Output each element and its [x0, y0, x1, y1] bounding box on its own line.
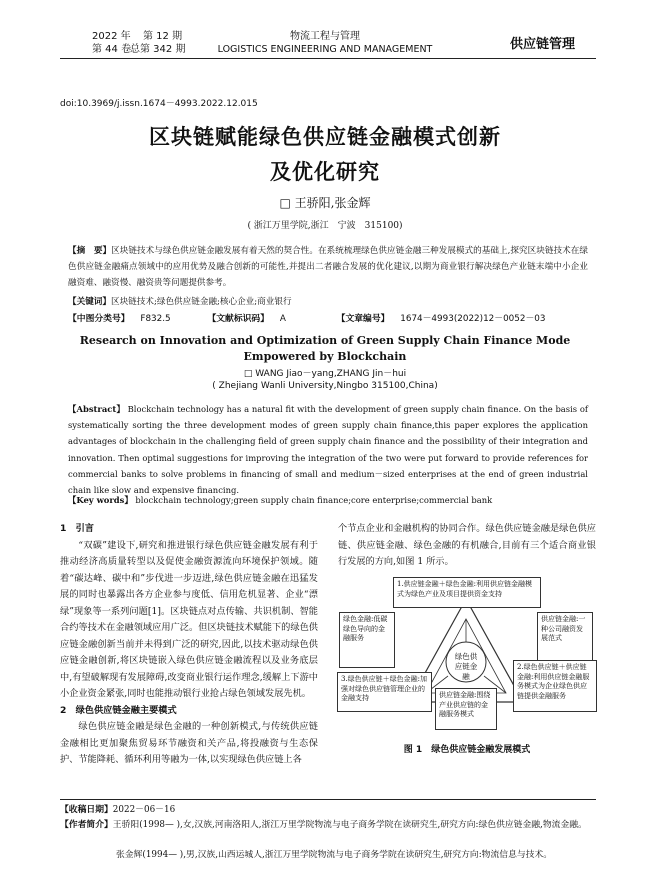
- abstract-cn: [68, 243, 588, 291]
- authors-cn: □ 王骄阳,张金辉: [279, 196, 371, 210]
- figure-1: [335, 572, 597, 730]
- author-bio-1-text: 王骄阳(1998— ),女,汉族,河南洛阳人,浙江万里学院物流与电子商务学院在读研究生,研究方向:绿色供应链金融,物流金融。: [112, 820, 587, 830]
- keywords-cn: [68, 294, 588, 310]
- section1-paragraph: “双碳”建设下,研究和推进银行绿色供应链金融发展有利于推动经济高质量转型以及促使金融资源流向环境保护领域。随着“碳达峰、碳中和”步伐进一步迈进,绿色供应链金融在迅猛发展的同时也暴露出各方企业参与度低、信用危机显著、企业“漂绿”现象等一系列问题[1]。区块链点对点传输、共识机制、智能合约等技术在金融领域应用广泛。但区块链技术赋能下的绿色供应链金融创新当前并未得到广泛的研究,因此,以技术驱动绿色供应链金融创新,将区块链嵌入绿色供应链金融流程以及业务底层中,有望破解现有发展障碍,改变商业银行运作理念,缓解上下游中小企业资金紧张,同时也能推动银行业抢占绿色领域发展先机。: [60, 539, 318, 699]
- classification-line: [68, 311, 588, 324]
- abstract-cn-label: 【摘 要】: [68, 246, 112, 256]
- doc-code-label: 【文献标识码】: [207, 314, 270, 324]
- article-number-label: 【文章编号】: [336, 314, 390, 324]
- doc-code-value: A: [279, 314, 286, 324]
- author-bio-2: [116, 848, 596, 862]
- body-right-column: [338, 521, 596, 571]
- figure-box-bottom-left: 3.绿色供应链＋绿色金融:加强对绿色供应链管理企业的金融支持: [337, 672, 432, 712]
- keywords-en-text: blockchain technology;green supply chain finance;core enterprise;commercial bank: [135, 495, 493, 505]
- keywords-en: [68, 492, 588, 508]
- header-total-issue: 总第 342 期: [130, 44, 186, 55]
- figure-center-label: 绿色供应链金融: [454, 652, 478, 681]
- keywords-en-label: 【Key words】: [68, 495, 133, 505]
- footnote-rule: [60, 799, 596, 800]
- authors-en: □ WANG Jiao－yang,ZHANG Jin－hui: [243, 369, 407, 379]
- abstract-en-label: 【Abstract】: [68, 404, 125, 414]
- received-label: 【收稿日期】: [60, 805, 113, 815]
- received-value: 2022－06－16: [112, 805, 176, 815]
- section1-heading: 1 引言: [60, 523, 94, 534]
- clc-value: F832.5: [140, 314, 171, 324]
- author-bio-1: [60, 818, 596, 832]
- title-en-line1: Research on Innovation and Optimization of Green Supply Chain Finance Mode: [79, 334, 571, 347]
- section2-paragraph: 绿色供应链金融是绿色金融的一种创新模式,与传统供应链金融相比更加聚焦贸易环节融资和关产品,将投融资与生态保护、节能降耗、循环利用等融为一体,以实现绿色供应链上各: [60, 721, 318, 765]
- header-issue: 第 12 期: [143, 31, 183, 42]
- figure-box-bottom: 供应链金融:围绕产业供应链的金融服务模式: [435, 688, 497, 730]
- author-bio-2-text: 张金辉(1994— ),男,汉族,山西运城人,浙江万里学院物流与电子商务学院在读研究生,研究方向:物流信息与技术。: [116, 850, 553, 860]
- header-journal-en: LOGISTICS ENGINEERING AND MANAGEMENT: [217, 44, 433, 55]
- body-left-column: [60, 521, 318, 769]
- author-bio-label: 【作者简介】: [60, 820, 113, 830]
- affiliation-cn: ( 浙江万里学院,浙江 宁波 315100): [247, 221, 403, 231]
- figure-box-bottom-right: 2.绿色供应链＋供应链金融:利用供应链金融服务模式为企业绿色供应链提供金融服务: [513, 660, 597, 712]
- header-section: 供应链管理: [510, 37, 576, 52]
- abstract-en-text: Blockchain technology has a natural fit with the development of green supply chain finance. On the basis of systematically sorting the three development modes of green supply chain finance,this paper explores the application advantages of blockchain in the challenging field of green supply chain finance and the possibility of their integration and innovation. Then optimal suggestions for improving the integration of the two were put forward to provide references for commercial banks to solve problems in financing of small and medium－sized enterprises at the end of green industrial chain like slow and expensive financing.: [68, 404, 588, 496]
- figure-caption: 图 1 绿色供应链金融发展模式: [403, 745, 531, 755]
- article-number-value: 1674－4993(2022)12－0052－03: [400, 314, 546, 324]
- header-rule: [60, 58, 596, 59]
- doi: doi:10.3969/j.issn.1674－4993.2022.12.015: [60, 99, 258, 109]
- right-paragraph: 个节点企业和金融机构的协同合作。绿色供应链金融是绿色供应链、供应链金融、绿色金融的有机融合,目前有三个适合商业银行发展的方向,如图 1 所示。: [338, 523, 596, 567]
- header-year: 2022 年: [92, 31, 131, 42]
- abstract-en: [68, 401, 588, 498]
- keywords-cn-text: 区块链技术;绿色供应链金融;核心企业;商业银行: [110, 297, 292, 307]
- abstract-cn-text: 区块链技术与绿色供应链金融发展有着天然的契合性。在系统梳理绿色供应链金融三种发展模式的基础上,探究区块链技术在绿色供应链金融痛点领域中的应用优势及融合创新的可能性,并提出二者融合发展的优化建议,以期为商业银行解决绿色产业链末端中小企业融资难、融资慢、融资贵等问题提供参考。: [68, 246, 588, 288]
- title-en-line2: Empowered by Blockchain: [243, 350, 407, 363]
- header-volume: 第 44 卷: [92, 44, 132, 55]
- figure-box-left: 绿色金融:低碳绿色导向的金融服务: [339, 612, 395, 668]
- affiliation-en: ( Zhejiang Wanli University,Ningbo 315100,China): [212, 381, 438, 391]
- section2-heading: 2 绿色供应链金融主要模式: [60, 704, 177, 716]
- clc-label: 【中图分类号】: [68, 314, 130, 324]
- keywords-cn-label: 【关键词】: [68, 297, 111, 307]
- title-cn-line1: 区块链赋能绿色供应链金融模式创新: [149, 125, 501, 149]
- header-journal-cn: 物流工程与管理: [290, 31, 360, 42]
- figure-box-right: 供应链金融:一种公司融资发展范式: [537, 612, 593, 668]
- figure-box-top: 1.供应链金融＋绿色金融:利用供应链金融模式为绿色产业及项目提供资金支持: [393, 577, 541, 608]
- received-date: [60, 803, 596, 817]
- title-cn-line2: 及优化研究: [270, 160, 380, 184]
